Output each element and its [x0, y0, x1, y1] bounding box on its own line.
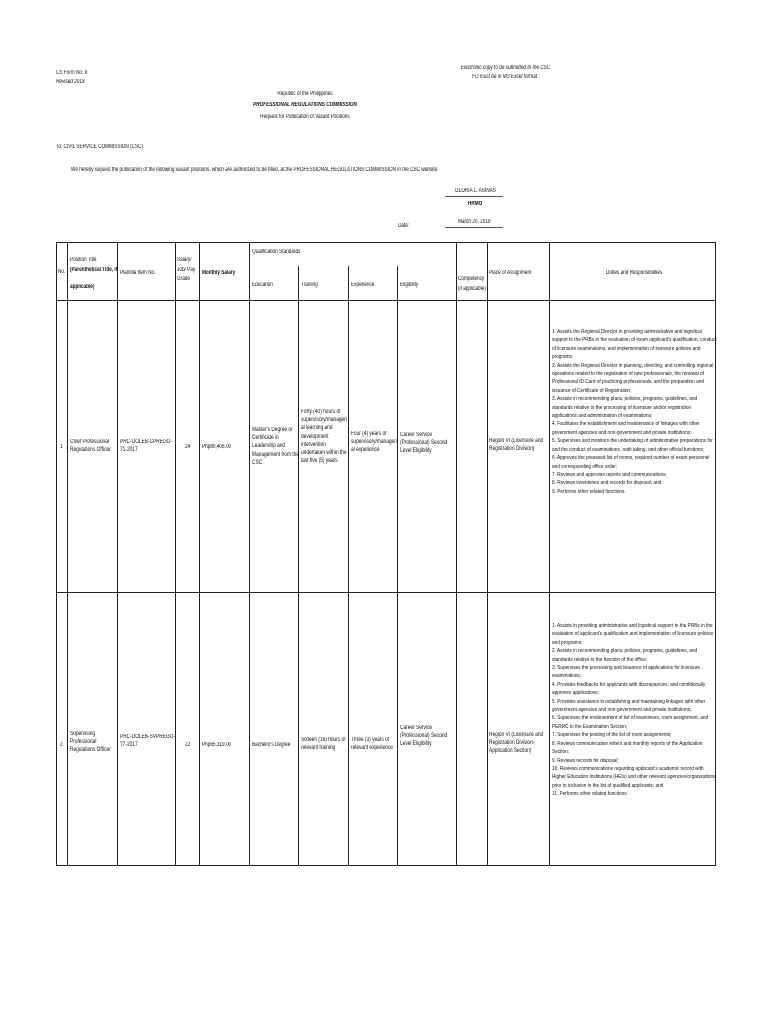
- header-monthly-salary: Monthly Salary: [202, 270, 236, 276]
- request-title: Request for Publication of Vacant Positions: [260, 114, 350, 120]
- plantilla-item: PRC-DOLEB-SVPREGO-77-2017: [120, 734, 175, 749]
- eligibility: Career Service (Professional) Second Level Eligibility: [400, 432, 448, 455]
- duty-item: 6. Approves the preassed list of rooms, required number of exam personnel and corresponding office order;: [552, 455, 710, 470]
- duty-item: 3. Supervises the processing and issuance of applications for licensure examinations;: [552, 665, 701, 680]
- duty-item: 1. Assists in providing administrative and logistical support to the PRBs in the evaluation of applicant's qualification and implementation of licensure policies and programs;: [552, 623, 714, 646]
- eligibility: Career Service (Professional) Second Level Eligibility: [400, 725, 448, 748]
- duty-item: 4. Provides feedbacks for applicants with discrepancies, and conditionally approves applications;: [552, 681, 706, 697]
- addressee: To: CIVIL SERVICE COMMISSION (CSC): [56, 144, 144, 150]
- education: Bachelor's Degree: [252, 742, 291, 748]
- header-competency-applicable: (if applicable): [458, 286, 486, 292]
- place-of-assignment: Region VI (Licensure and Registration Division-Application Section): [489, 732, 544, 755]
- duty-item: 6. Supervises the endorsement of list of examinees, room assignment, and PERRC to the Examination Section;: [552, 715, 709, 730]
- duty-item: 11. Performs other related functions.: [552, 791, 628, 798]
- duty-item: 9. Reviews records for disposal;: [552, 757, 619, 764]
- header-experience: Experience: [351, 282, 375, 288]
- request-statement: We hereby request the publication of the following vacant positions, which are authorized to be filled, at the PROFESSIONAL REGULATIONS COMMISSION in the CSC website:: [71, 167, 439, 173]
- header-eligibility: Eligibility: [400, 282, 419, 288]
- duty-item: 9. Performs other related functions.: [552, 488, 626, 495]
- header-training: Training: [301, 282, 318, 288]
- date-value: March 20, 2019: [458, 219, 491, 225]
- signatory-name: GLORIA L. ASINAS: [455, 188, 496, 194]
- monthly-salary: Php65,319.00: [202, 742, 232, 748]
- header-plantilla: Plantilla Item No.: [120, 270, 156, 276]
- date-label: Date:: [398, 223, 410, 229]
- republic-line: Republic of the Philippines: [277, 91, 333, 97]
- duties-list: [552, 622, 717, 799]
- training: Sixteen (16) hours of relevant training: [301, 737, 346, 752]
- duty-item: 10. Reviews communications regarding applicant's academic record with Higher Education Institutions (HEIs) and other relevant agencies/organizations prior to inclusion in the list of qualified applicants; and: [552, 765, 716, 789]
- header-place-of-assignment: Place of Assignment: [489, 270, 532, 276]
- form-number: CS Form No. 9: [56, 70, 88, 76]
- monthly-salary: Php80,406.00: [202, 444, 232, 450]
- duty-item: 8. Reviews inventories and records for disposal; and: [552, 480, 662, 487]
- duty-item: 3. Assists in recommending plans, policies, programs, guidelines, and standards relative to the processing of licensure and/or registration applications and administration of examinations;: [552, 396, 698, 420]
- header-position-applicable: applicable): [70, 284, 95, 290]
- education: Master's Degree or Certificate in Leadership and Management from the CSC: [252, 427, 299, 466]
- header-salary-grade-3: Grade: [177, 276, 191, 282]
- training: Forty (40) hours of supervisory/managerial learning and development intervention undertaken within the last five (5) years: [301, 409, 347, 465]
- header-salary-grade-2: Job/ Pay: [177, 267, 196, 273]
- experience: Four (4) years of supervisory/managerial experience: [351, 431, 397, 454]
- excel-format-note: FO must be in MS Excel format: [472, 74, 538, 80]
- duty-item: 4. Facilitates the establishment and maintenance of linkages with other government agencies and non-government and private institutions;: [552, 421, 700, 436]
- duty-item: 1. Assists the Regional Director in providing administrative and logistical support to the PRBs in the evaluation of exam applicant's qualification, conduct of licensure examinations, and implementation of licensure policies and programs;: [552, 329, 717, 361]
- header-qualification-standards: Qualification Standards: [252, 249, 301, 255]
- position-title: Supervising Professional Regulations Officer: [70, 731, 111, 754]
- place-of-assignment: Region VI (Licensure and Registration Division): [489, 438, 544, 453]
- signatory-title: HRMO: [468, 201, 483, 207]
- duty-item: 2. Assists the Regional Director in planning, directing, and controlling regional operations related to the registration of new professionals, the renewal of Professional ID Card of practicing professionals, and the preparation and issuance of Certificate of Registration;: [552, 362, 714, 394]
- header-no: No.: [58, 269, 66, 275]
- header-duties: Duties and Responsibilities: [606, 270, 663, 276]
- header-position-title: Position Title: [70, 257, 97, 263]
- salary-grade: 24: [185, 444, 191, 450]
- experience: Three (3) years of relevant experience: [351, 737, 393, 752]
- header-position-parenthetical: (Parenthetical Title, if: [70, 267, 118, 273]
- duty-item: 2. Assists in recommending plans, policies, programs, guidelines, and standards relative to the function of the office;: [552, 648, 698, 663]
- duty-item: 5. Supervises and monitors the undertaking of administrative preparations for and the conduct of examinations, oath taking, and other official functions;: [552, 438, 713, 453]
- position-title: Chief Professional Regulations Officer: [70, 439, 111, 454]
- header-education: Education: [252, 282, 273, 288]
- header-salary-grade-1: Salary/: [177, 257, 192, 263]
- duty-item: 8. Reviews communication letters and monthly reports of the Application Section;: [552, 740, 703, 756]
- form-revised: Revised 2018: [56, 79, 85, 85]
- plantilla-item: PRC-DOLEB-CPREGO-71-2017: [120, 439, 173, 454]
- agency-name: PROFESSIONAL REGULATIONS COMMISSION: [253, 102, 357, 108]
- header-competency: Competency: [458, 276, 485, 282]
- salary-grade: 22: [185, 742, 191, 748]
- duty-item: 7. Supervises the posting of the list of room assignments;: [552, 732, 672, 739]
- row-number: 1: [60, 444, 63, 450]
- duties-list: [552, 328, 717, 496]
- electronic-copy-note: Electronic copy to be submitted to the CSC: [461, 65, 551, 71]
- row-number: 2: [60, 742, 63, 748]
- duty-item: 5. Provides assistance in establishing and maintaining linkages with other government agencies and non-government and private institutions;: [552, 698, 706, 714]
- duty-item: 7. Reviews and approves reports and communications;: [552, 471, 667, 478]
